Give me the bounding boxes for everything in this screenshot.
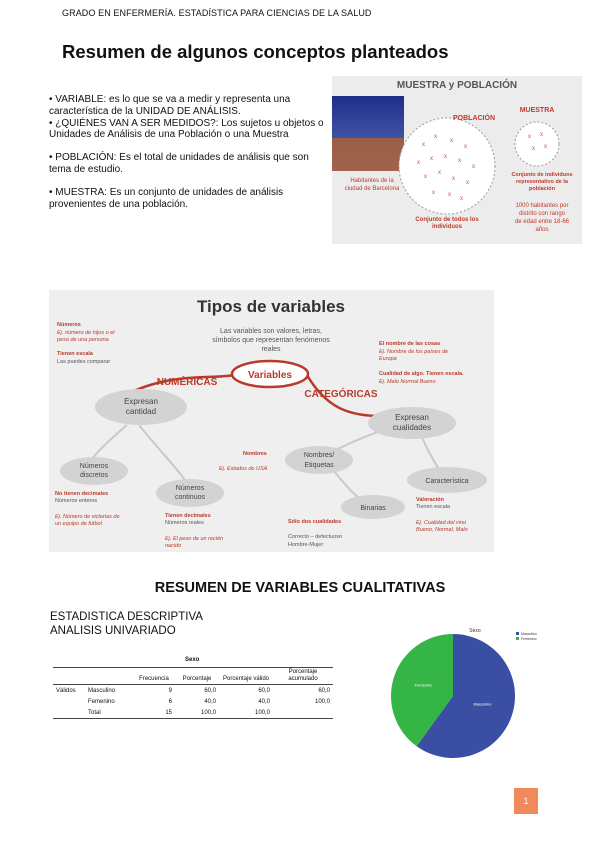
discretos-label-2: discretos bbox=[79, 472, 109, 479]
svg-text:x: x bbox=[460, 196, 463, 202]
cell: 100,0 bbox=[200, 709, 216, 716]
svg-text:x: x bbox=[434, 134, 437, 140]
continuos-label-2: continuos bbox=[175, 494, 205, 501]
continuos-label-1: Números bbox=[175, 485, 205, 492]
concept-list bbox=[49, 94, 329, 221]
mp-title: MUESTRA y POBLACIÓN bbox=[396, 80, 518, 91]
bullet-quienes: • ¿QUIÉNES VAN A SER MEDIDOS?: Los sujetos u objetos o Unidades de Análisis de una Población o una Muestra bbox=[49, 117, 324, 141]
ann-peso-1: Ej. El peso de un recién bbox=[165, 536, 224, 542]
ann-numeros-reales: Números reales bbox=[165, 520, 204, 526]
cell: 9 bbox=[168, 687, 172, 694]
table-title: Sexo bbox=[185, 657, 200, 663]
ann-nombre-cosas-ej-1: Ej. Nombre de los países de bbox=[379, 349, 449, 355]
ann-correcto: Correcto – defectuoso bbox=[288, 534, 343, 540]
tipos-variables-figure bbox=[49, 290, 494, 552]
section-title: RESUMEN DE VARIABLES CUALITATIVAS bbox=[154, 580, 446, 596]
cell: 100,0 bbox=[314, 698, 330, 705]
cell: 15 bbox=[165, 709, 172, 716]
ann-solo-dos: Sólo dos cualidades bbox=[288, 519, 342, 525]
svg-text:x: x bbox=[452, 176, 455, 182]
svg-text:x: x bbox=[466, 180, 469, 186]
link-discretos bbox=[89, 425, 127, 462]
ann-numeros-ej-2: peso de una persona bbox=[57, 337, 109, 343]
pie-slice-label: Femenino bbox=[414, 682, 433, 688]
cell: 60,0 bbox=[258, 687, 270, 694]
ann-nombres-ej: Ej. Estados de USA bbox=[219, 466, 268, 472]
ann-vino-1: Ej. Cualidad del vino bbox=[416, 520, 467, 526]
tv-title: Tipos de variables bbox=[196, 297, 346, 316]
ann-cualidad: Cualidad de algo. Tienen escala. bbox=[379, 371, 464, 377]
ann-nombre-cosas: El nombre de las cosas bbox=[379, 341, 441, 347]
svg-text:x: x bbox=[528, 134, 531, 140]
cell: 40,0 bbox=[204, 698, 216, 705]
svg-text:x: x bbox=[417, 160, 420, 166]
pie-legend bbox=[516, 632, 537, 641]
tv-intro-2: símbolos que representan fenómenos bbox=[212, 337, 330, 344]
nombres-node bbox=[285, 446, 353, 474]
ann-tienen-decimales: Tienen decimales bbox=[165, 513, 211, 519]
ann-valoracion: Valoración bbox=[416, 497, 444, 503]
row-label: Masculino bbox=[88, 687, 116, 694]
col-porcentaje-acumulado: Porcentaje acumulado bbox=[273, 668, 333, 685]
numericas-label: NUMÉRICAS bbox=[156, 377, 218, 388]
legend-swatch bbox=[516, 637, 519, 640]
pie-slices bbox=[391, 634, 515, 758]
svg-text:x: x bbox=[540, 132, 543, 138]
svg-text:x: x bbox=[472, 164, 475, 170]
poblacion-label: POBLACIÓN bbox=[453, 115, 495, 122]
col-porcentaje: Porcentaje bbox=[175, 668, 219, 685]
discretos-node bbox=[60, 457, 128, 485]
muestra-poblacion-svg bbox=[332, 76, 582, 244]
city-caption-1: Habitantes de la bbox=[350, 178, 394, 184]
pie-title: Sexo bbox=[469, 628, 481, 634]
ann-numeros-ej-1: Ej. número de hijos o el bbox=[57, 330, 115, 336]
row-label: Total bbox=[88, 709, 101, 716]
table-header-row bbox=[53, 668, 333, 685]
svg-text:x: x bbox=[424, 174, 427, 180]
cantidad-label-2: cantidad bbox=[125, 407, 157, 416]
table-row bbox=[53, 696, 333, 707]
bullet-muestra: • MUESTRA: Es un conjunto de unidades de análisis provenientes de una población. bbox=[49, 186, 284, 210]
svg-text:x: x bbox=[444, 154, 447, 160]
page-header: GRADO EN ENFERMERÍA. ESTADÍSTICA PARA CIENCIAS DE LA SALUD bbox=[62, 8, 372, 18]
ann-nombre-cosas-ej-2: Europa bbox=[379, 356, 397, 362]
ann-vino-2: Bueno, Normal, Malo bbox=[416, 527, 468, 533]
ann-victorias-1: Ej. Número de victorias de bbox=[55, 514, 120, 520]
detalle-4: años bbox=[535, 227, 549, 233]
pie-slice-label: Masculino bbox=[473, 701, 492, 707]
cell: 6 bbox=[168, 698, 172, 705]
table-row bbox=[53, 685, 333, 697]
svg-text:x: x bbox=[464, 144, 467, 150]
city-caption-2: ciudad de Barcelona bbox=[344, 186, 400, 192]
cell: 60,0 bbox=[318, 687, 330, 694]
svg-text:x: x bbox=[438, 170, 441, 176]
nombres-etiquetas-2: Etiquetas bbox=[304, 462, 334, 469]
link-continuos bbox=[139, 425, 189, 486]
subtitle-descriptiva: ESTADISTICA DESCRIPTIVA bbox=[50, 611, 203, 623]
tv-intro-1: Las variables son valores, letras, bbox=[220, 328, 322, 335]
group-label: Válidos bbox=[56, 687, 76, 694]
cualidades-label-2: cualidades bbox=[392, 423, 432, 432]
detalle-2: distrito con rango bbox=[518, 211, 566, 217]
binarias-label: Binarias bbox=[360, 505, 386, 512]
ann-victorias-2: un equipo de fútbol bbox=[55, 521, 102, 527]
frequency-table bbox=[53, 667, 333, 719]
detalle-1: 1000 habitantes por bbox=[515, 203, 569, 209]
tipos-variables-svg bbox=[49, 290, 494, 552]
poblacion-circle bbox=[399, 118, 495, 214]
cell: 100,0 bbox=[254, 709, 270, 716]
cell: 60,0 bbox=[204, 687, 216, 694]
variables-label: Variables bbox=[248, 370, 292, 381]
svg-text:x: x bbox=[544, 144, 547, 150]
ann-nombres: Nombres bbox=[243, 451, 267, 457]
muestra-poblacion-figure bbox=[332, 76, 582, 244]
ann-puedes-comparar: Las puedes comparar bbox=[57, 359, 111, 365]
legend-swatch bbox=[516, 632, 519, 635]
svg-text:x: x bbox=[458, 158, 461, 164]
table-row bbox=[53, 707, 333, 719]
bullet-poblacion: • POBLACIÓN: Es el total de unidades de análisis que son tema de estudio. bbox=[49, 152, 309, 175]
tv-intro-3: reales bbox=[261, 346, 281, 353]
svg-text:x: x bbox=[422, 142, 425, 148]
cell bbox=[273, 707, 333, 719]
col-porcentaje-valido: Porcentaje válido bbox=[219, 668, 273, 685]
discretos-label-1: Números bbox=[79, 463, 109, 470]
repr-2: representativo de la bbox=[516, 179, 568, 185]
ann-hombre-mujer: Hombre-Mujer bbox=[288, 542, 324, 548]
ann-numeros-enteros: Números enteros bbox=[55, 498, 98, 504]
ann-valoracion-escala: Tienen escala bbox=[416, 504, 451, 510]
subtitle-univariado: ANALISIS UNIVARIADO bbox=[50, 625, 176, 637]
legend-label: Masculino bbox=[521, 632, 537, 636]
muestra-label: MUESTRA bbox=[519, 107, 555, 114]
bullet-variable: • VARIABLE: es lo que se va a medir y representa una característica de la UNIDAD DE ANÁLISIS. bbox=[49, 94, 291, 117]
cualidades-label-1: Expresan bbox=[395, 413, 429, 422]
svg-text:x: x bbox=[450, 138, 453, 144]
nombres-etiquetas-1: Nombres/ bbox=[303, 452, 335, 459]
page-number: 1 bbox=[514, 788, 538, 814]
ann-cualidad-ej: Ej. Malo Normal Bueno bbox=[379, 379, 436, 385]
svg-text:x: x bbox=[432, 190, 435, 196]
svg-text:x: x bbox=[430, 156, 433, 162]
muestra-circle bbox=[515, 122, 559, 166]
pie-chart bbox=[380, 626, 550, 766]
legend-label: Femenino bbox=[521, 637, 537, 641]
row-label: Femenino bbox=[88, 698, 115, 705]
svg-text:x: x bbox=[448, 192, 451, 198]
page-title: Resumen de algunos conceptos planteados bbox=[62, 41, 449, 62]
ann-numeros: Números bbox=[57, 322, 81, 328]
cantidad-label-1: Expresan bbox=[124, 397, 158, 406]
city-lights bbox=[332, 138, 404, 171]
ann-peso-2: nacido bbox=[165, 543, 182, 549]
conjunto-todos-2: individuos bbox=[432, 224, 462, 230]
repr-3: población bbox=[529, 186, 555, 192]
categoricas-label: CATEGÓRICAS bbox=[304, 389, 378, 400]
continuos-node bbox=[156, 479, 224, 507]
col-frecuencia: Frecuencia bbox=[133, 668, 175, 685]
repr-1: Conjunto de individuos bbox=[511, 172, 573, 178]
cell: 40,0 bbox=[258, 698, 270, 705]
ann-tienen-escala: Tienen escala bbox=[57, 351, 93, 357]
detalle-3: de edad entre 18-66 bbox=[514, 219, 570, 225]
conjunto-todos-1: Conjunto de todos los bbox=[415, 217, 479, 223]
caracteristica-label: Característica bbox=[425, 478, 469, 485]
ann-no-decimales: No tienen decimales bbox=[55, 491, 109, 497]
svg-text:x: x bbox=[532, 146, 535, 152]
